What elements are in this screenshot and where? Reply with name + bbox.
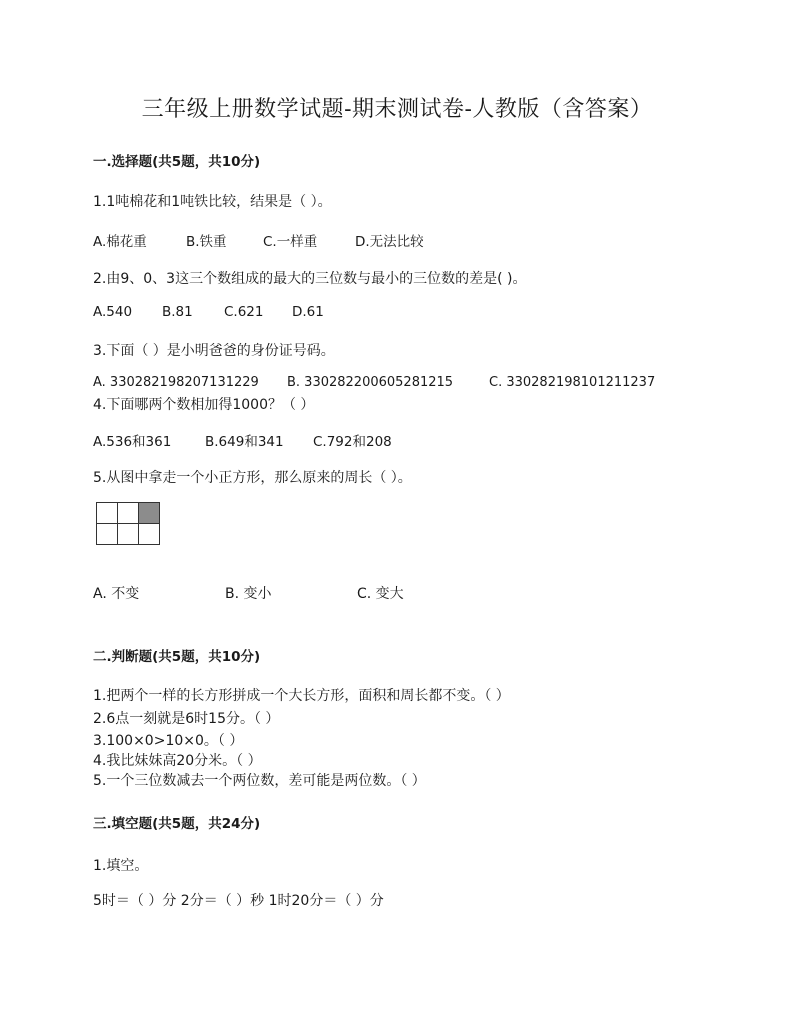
fill-question-1-items: 5时＝（ ）分 2分＝（ ）秒 1时20分＝（ ）分 <box>93 893 384 909</box>
option-d: D.无法比较 <box>355 234 424 250</box>
question-5-text: 5.从图中拿走一个小正方形，那么原来的周长（ ）。 <box>93 470 412 486</box>
question-2-text: 2.由9、0、3这三个数组成的最大的三位数与最小的三位数的差是( )。 <box>93 271 527 287</box>
option-a: A.540 <box>93 304 133 320</box>
fill-question-1-text: 1.填空。 <box>93 858 149 874</box>
judge-item-5: 5.一个三位数减去一个两位数，差可能是两位数。（ ） <box>93 773 426 789</box>
option-b: B.649和341 <box>205 434 284 450</box>
section-heading-fill: 三.填空题(共5题，共24分) <box>93 816 261 832</box>
judge-item-3: 3.100×0>10×0。（ ） <box>93 733 244 749</box>
option-c: C.一样重 <box>263 234 318 250</box>
section-heading-judge: 二.判断题(共5题，共10分) <box>93 649 261 665</box>
option-b: B. 330282200605281215 <box>287 375 454 390</box>
option-b: B.81 <box>162 304 193 320</box>
option-c: C. 变大 <box>357 586 404 602</box>
option-c: C.792和208 <box>313 434 392 450</box>
option-b: B. 变小 <box>225 586 272 602</box>
option-a: A.536和361 <box>93 434 172 450</box>
question-4-text: 4.下面哪两个数相加得1000？（ ） <box>93 397 315 413</box>
option-a: A. 不变 <box>93 586 140 602</box>
option-a: A.棉花重 <box>93 234 147 250</box>
judge-item-2: 2.6点一刻就是6时15分。（ ） <box>93 711 280 727</box>
page-title: 三年级上册数学试题-期末测试卷-人教版（含答案） <box>141 97 653 122</box>
grid-cell <box>118 524 139 545</box>
grid-cell <box>118 503 139 524</box>
option-d: D.61 <box>292 304 324 320</box>
option-b: B.铁重 <box>186 234 227 250</box>
grid-cell <box>139 524 160 545</box>
square-grid-figure <box>96 502 160 545</box>
judge-item-1: 1.把两个一样的长方形拼成一个大长方形，面积和周长都不变。（ ） <box>93 688 510 704</box>
question-1-text: 1.1吨棉花和1吨铁比较，结果是（ ）。 <box>93 194 332 210</box>
grid-cell <box>97 524 118 545</box>
option-c: C. 330282198101211237 <box>489 375 656 390</box>
grid-cell <box>97 503 118 524</box>
judge-item-4: 4.我比妹妹高20分米。（ ） <box>93 753 262 769</box>
grid-cell-shaded <box>139 503 160 524</box>
option-c: C.621 <box>224 304 264 320</box>
question-3-text: 3.下面（ ）是小明爸爸的身份证号码。 <box>93 343 335 359</box>
section-heading-choice: 一.选择题(共5题，共10分) <box>93 154 261 170</box>
option-a: A. 330282198207131229 <box>93 375 259 390</box>
